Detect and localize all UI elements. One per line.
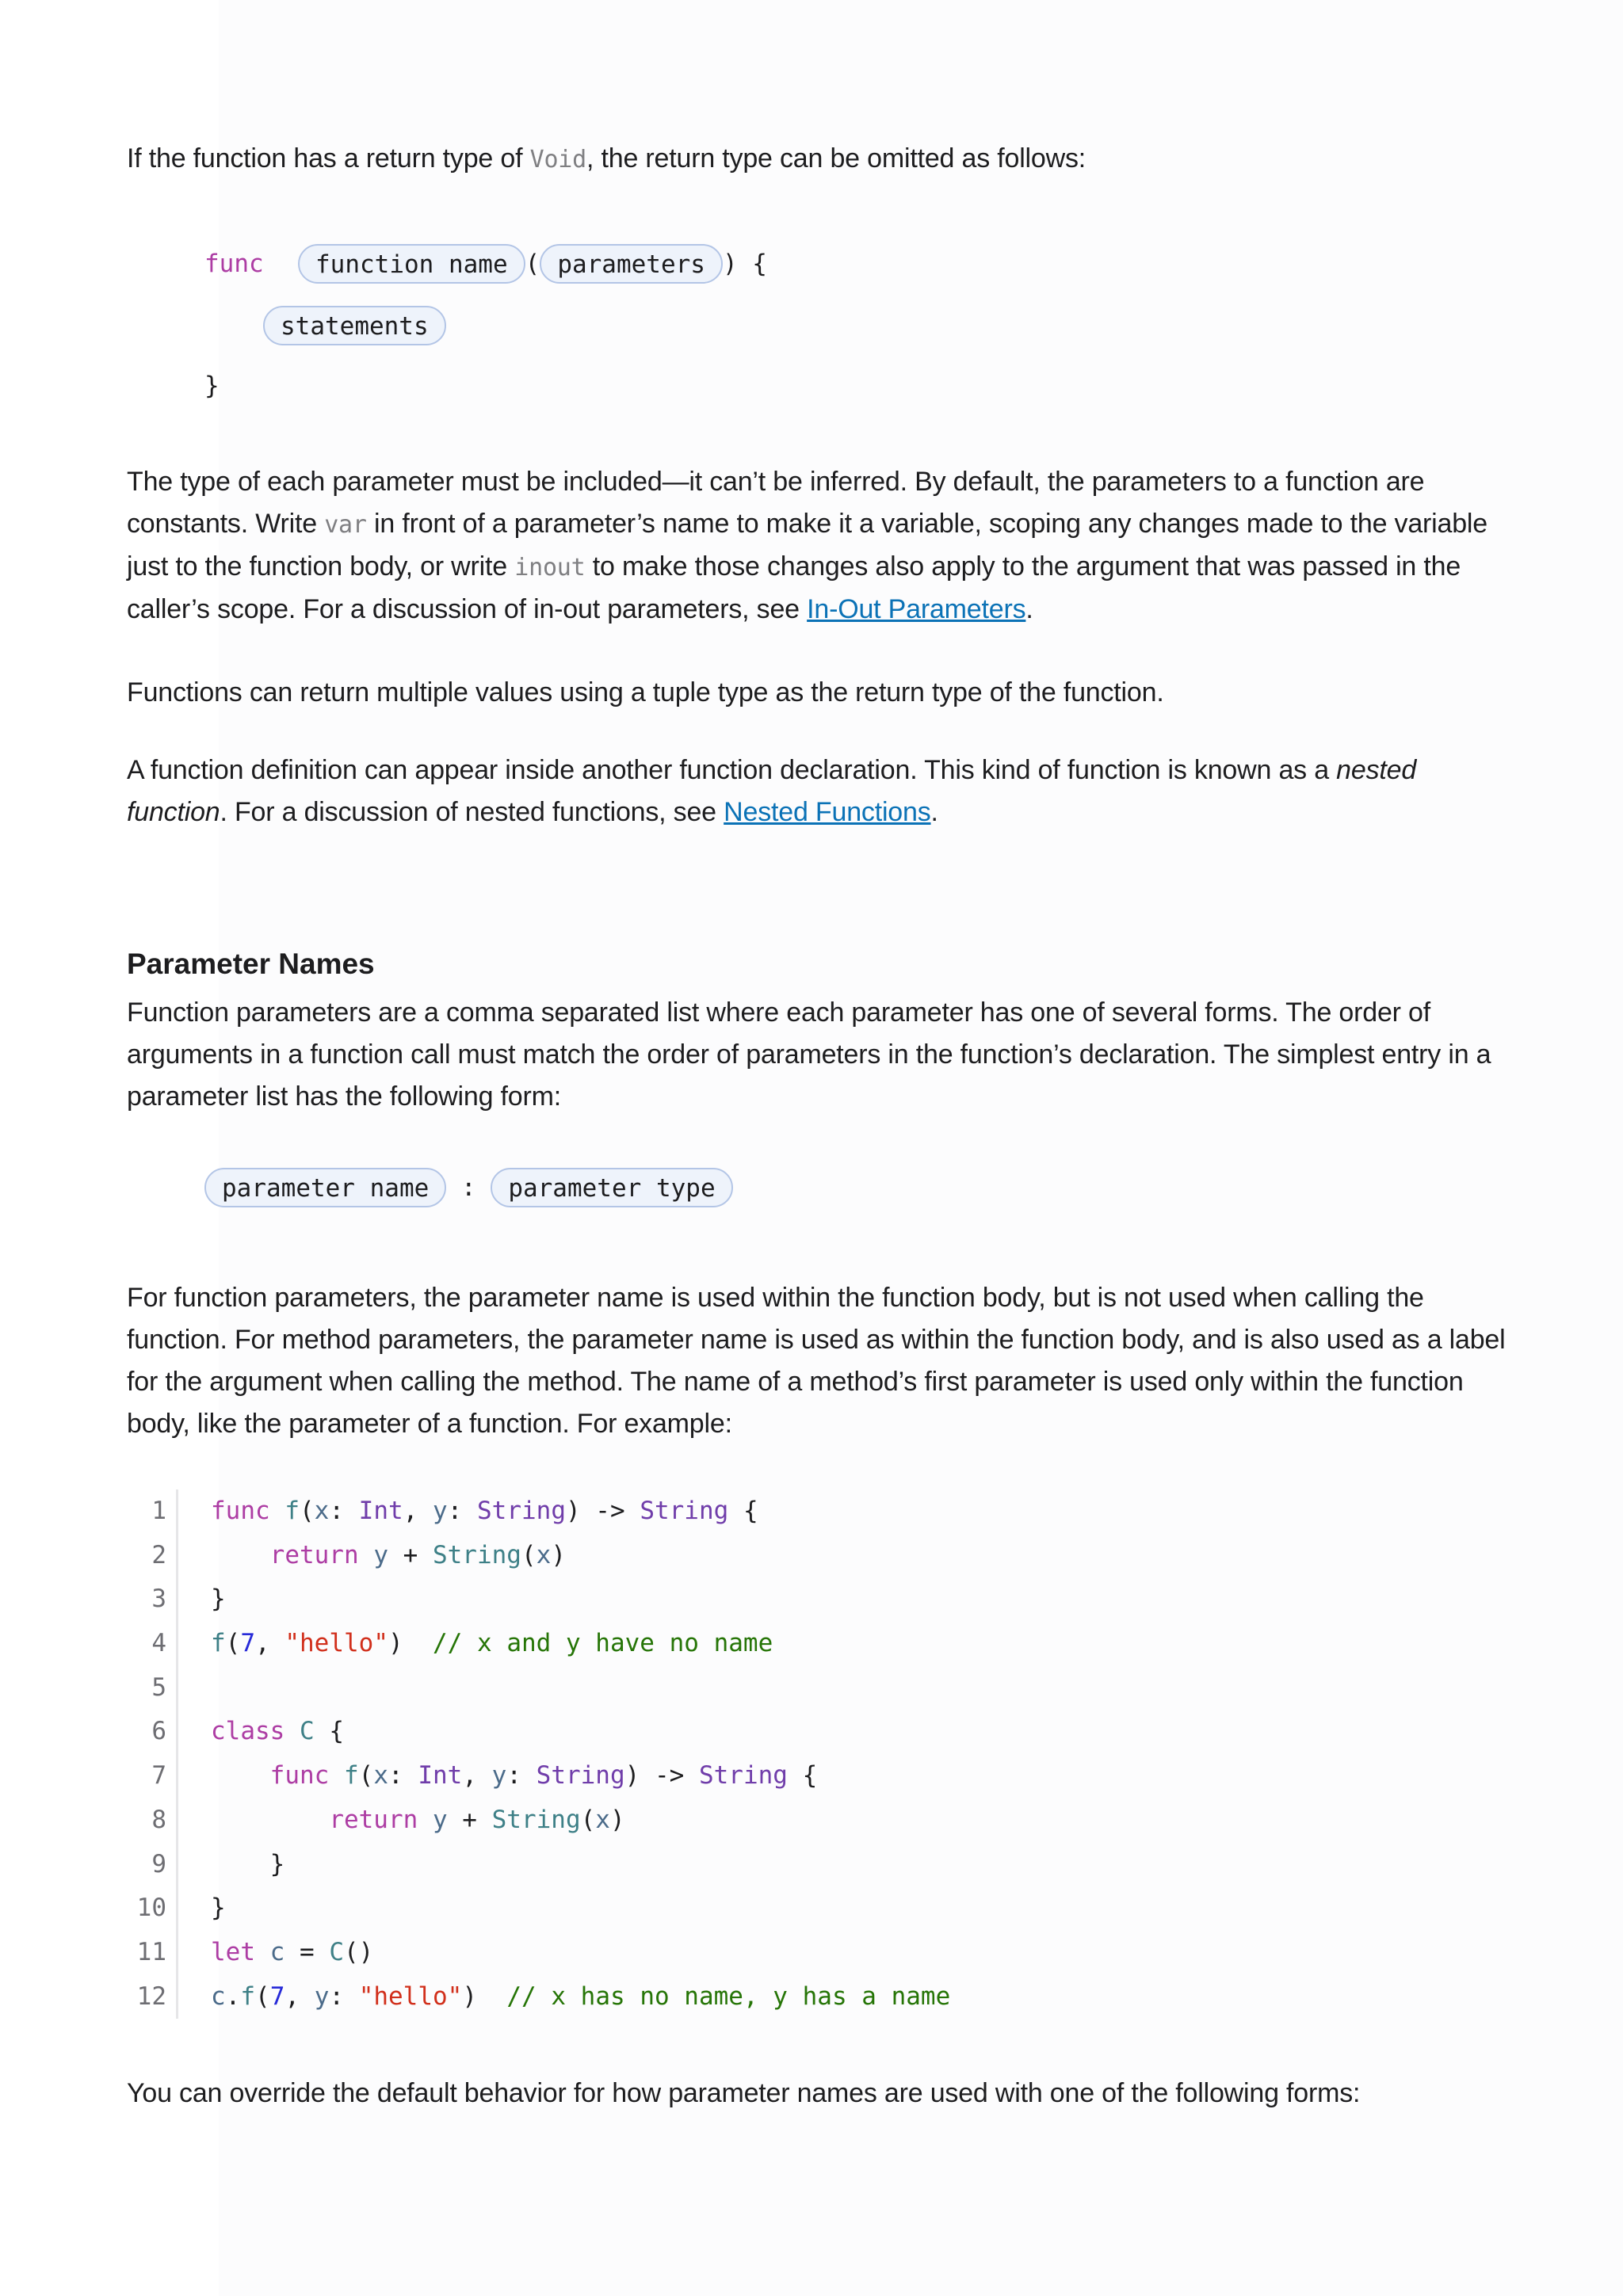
text: If the function has a return type of: [127, 143, 530, 174]
token-param: y: [433, 1497, 448, 1525]
token-type: String: [698, 1761, 788, 1791]
token-function: f: [211, 1629, 226, 1658]
grammar-placeholder-statements: statements: [263, 306, 446, 345]
paragraph-nested: [127, 749, 1506, 833]
token-number: 7: [240, 1629, 256, 1658]
line-number: 4: [151, 1629, 166, 1658]
token-type: Int: [418, 1761, 463, 1791]
token-keyword: let: [211, 1937, 255, 1966]
grammar-line-3: [204, 363, 220, 406]
line-number: 2: [151, 1540, 166, 1569]
heading-parameter-names: Parameter Names: [127, 948, 375, 980]
token-variable: c: [211, 1981, 226, 2011]
token-param: x: [536, 1540, 552, 1569]
grammar-placeholder-function-name: function name: [298, 244, 525, 284]
inline-code-void: Void: [529, 146, 587, 174]
symbol-close-paren-brace: ) {: [722, 249, 767, 278]
token-variable: c: [269, 1937, 285, 1966]
line-number: 12: [136, 1981, 166, 2011]
paragraph-parameter-list: Function parameters are a comma separated list where each parameter has one of several forms. The order of arguments in a function call must match the order of parameters in the function’s declaration. The simplest entry in a parameter list has the following form:: [127, 997, 1491, 1112]
token-type: String: [477, 1497, 566, 1525]
grammar-line-2: [263, 303, 446, 345]
grammar-placeholder-parameter-type: parameter type: [491, 1168, 732, 1207]
text: to make those changes also apply to the argument that was passed in the caller’s scope. For a discussion of in-out parameters, see: [127, 551, 1461, 624]
code-line-4: f(7, "hello") // x and y have no name: [211, 1629, 773, 1658]
token-keyword: return: [269, 1540, 359, 1569]
code-line-2: return y + String(x): [269, 1540, 566, 1569]
code-line-3: }: [211, 1585, 226, 1614]
paragraph-parameter-types: [127, 461, 1506, 631]
code-line-7: func f(x: Int, y: String) -> String {: [269, 1761, 818, 1791]
token-param: x: [595, 1805, 610, 1834]
grammar-param-line: [204, 1165, 733, 1207]
paragraph-override: You can override the default behavior for how parameter names are used with one of the following forms:: [127, 2078, 1361, 2108]
line-number: 3: [151, 1585, 166, 1614]
line-number: 8: [151, 1805, 166, 1834]
paragraph-tuple: Functions can return multiple values using a tuple type as the return type of the function.: [127, 677, 1164, 707]
code-line-12: c.f(7, y: "hello") // x has no name, y has a name: [211, 1981, 951, 2011]
token-class-name: C: [300, 1717, 315, 1746]
line-number: 1: [151, 1497, 166, 1525]
code-line-11: let c = C(): [211, 1937, 374, 1966]
token-function: f: [285, 1497, 300, 1525]
token-param: x: [373, 1761, 388, 1791]
token-call: String: [432, 1540, 521, 1569]
text: .: [1025, 594, 1033, 624]
line-number: 11: [136, 1937, 166, 1966]
text: .: [930, 797, 938, 827]
token-type: String: [536, 1761, 625, 1791]
token-call: C: [329, 1937, 345, 1966]
token-number: 7: [269, 1981, 285, 2011]
paragraph-void-return: [127, 138, 1506, 181]
code-line-10: }: [211, 1894, 226, 1923]
symbol-colon: :: [460, 1173, 476, 1202]
code-line-5: [211, 1666, 950, 1711]
grammar-placeholder-parameter-name: parameter name: [204, 1168, 446, 1207]
token-function: f: [240, 1981, 256, 2011]
token-function: f: [343, 1761, 359, 1791]
token-param: y: [314, 1981, 330, 2011]
text: A function definition can appear inside another function declaration. This kind of function is known as a: [127, 755, 1337, 785]
token-keyword: return: [329, 1805, 418, 1834]
code-body: [211, 1489, 950, 2019]
token-comment: // x has no name, y has a name: [506, 1981, 951, 2011]
line-number: 7: [151, 1761, 166, 1791]
text: in front of a parameter’s name to make it a variable, scoping any changes made to the variable just to the function body, or write: [127, 509, 1487, 582]
line-number: 6: [151, 1717, 166, 1746]
keyword-func: func: [204, 249, 264, 278]
text: The type of each parameter must be included—it can’t be inferred. By default, the parameters to a function are constants. Write: [127, 467, 1425, 539]
token-param: y: [491, 1761, 507, 1791]
code-line-1: func f(x: Int, y: String) -> String {: [211, 1497, 758, 1525]
inline-code-inout: inout: [514, 554, 586, 582]
token-param: y: [373, 1540, 388, 1569]
text: . For a discussion of nested functions, see: [220, 797, 724, 827]
token-keyword: func: [211, 1497, 270, 1525]
paragraph-parameter-name-usage: For function parameters, the parameter name is used within the function body, but is not used when calling the function. For method parameters, the parameter name is used as within the function body, and is also used as a label for the argument when calling the method. The name of a method’s first parameter is used only within the function body, like the parameter of a function. For example:: [127, 1283, 1506, 1439]
token-type: Int: [358, 1497, 403, 1525]
token-call: String: [491, 1805, 581, 1834]
text: , the return type can be omitted as follows:: [586, 143, 1086, 174]
link-nested-functions[interactable]: Nested Functions: [724, 797, 931, 827]
code-line-6: class C {: [211, 1717, 344, 1746]
token-param: y: [432, 1805, 448, 1834]
line-number: 9: [151, 1849, 166, 1878]
emphasis-nested-function: nested function: [127, 755, 1417, 827]
symbol-open-paren: (: [525, 249, 540, 278]
code-line-9: }: [211, 1849, 285, 1878]
grammar-parameter: [204, 1165, 918, 1212]
symbol-close-brace: }: [204, 371, 220, 400]
code-line-8: return y + String(x): [329, 1805, 625, 1834]
token-string: "hello": [285, 1629, 388, 1658]
line-number: 10: [136, 1894, 166, 1923]
token-keyword: func: [269, 1761, 330, 1791]
token-keyword: class: [211, 1717, 285, 1746]
inline-code-var: var: [324, 511, 367, 539]
token-type: String: [640, 1497, 729, 1525]
grammar-line-1: [204, 241, 767, 284]
line-number: 5: [151, 1672, 166, 1702]
grammar-function-declaration: [204, 241, 1155, 415]
link-in-out-parameters[interactable]: In-Out Parameters: [807, 594, 1026, 624]
token-param: x: [314, 1497, 330, 1525]
line-number-gutter: [127, 1489, 178, 2019]
token-comment: // x and y have no name: [433, 1629, 773, 1658]
token-string: "hello": [358, 1981, 463, 2011]
grammar-placeholder-parameters: parameters: [540, 244, 723, 284]
